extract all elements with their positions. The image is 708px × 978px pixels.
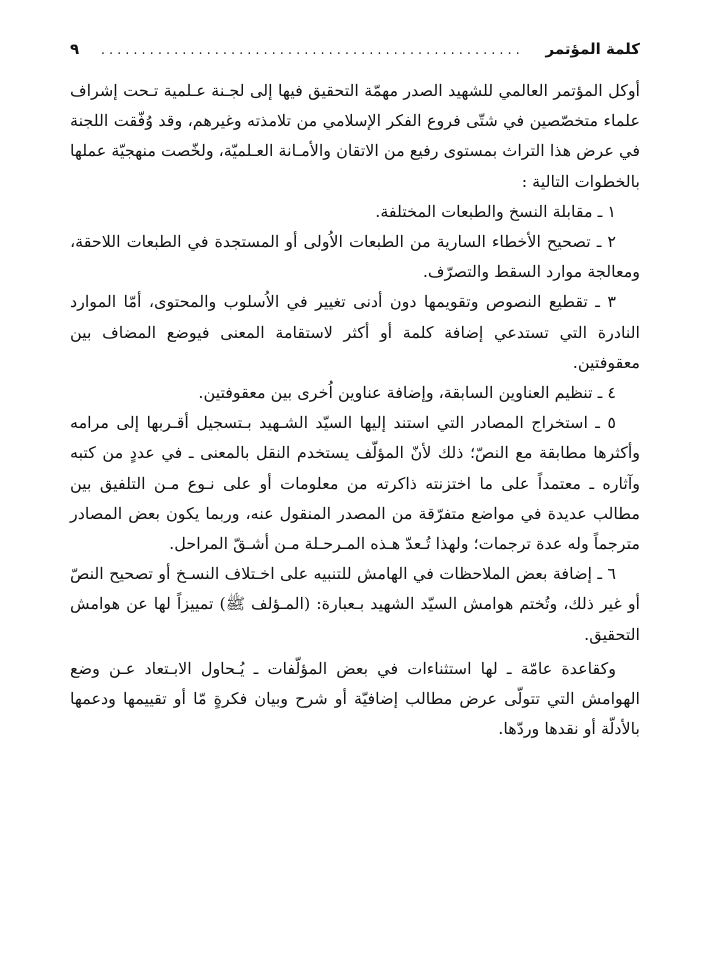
paragraph-step-3: ٣ ـ تقطيع النصوص وتقويمها دون أدنى تغيير في الاُسلوب والمحتوى، أمّا الموارد النادرة التي تستدعي إضافة كلمة أو أكثر لاستقامة المعنى فيوضع المضاف بين معقوفتين. xyxy=(70,292,640,372)
paragraph-step-2: ٢ ـ تصحيح الأخطاء السارية من الطبعات الاُولى أو المستجدة في الطبعات اللاحقة، ومعالجة موارد السقط والتصرّف. xyxy=(70,232,640,282)
paragraph-step-6: ٦ ـ إضافة بعض الملاحظات في الهامش للتنبيه على اخـتلاف النسـخ أو تصحيح النصّ أو غير ذلك، وتُختم هوامش السيّد الشهيد بـعبارة: (المـؤلف ﷺ) تمييزاً لها عن هوامش التحقيق. xyxy=(70,564,641,644)
paragraph-intro: أوكل المؤتمر العالمي للشهيد الصدر مهمّة التحقيق فيها إلى لجـنة عـلمية تـحت إشراف علماء متخصّصين في شتّى فروع الفكر الإسلامي من تلامذته وغيرهم، وقد وُفّقت اللجنة في عرض هذا التراث بمستوى رفيع من الاتقان والأمـانة العـلميّة، ولخّصت منهجيّة عملها بالخطوات التالية : xyxy=(70,81,640,191)
header-leader-dots: .................................................... xyxy=(100,43,524,58)
body-text xyxy=(70,76,640,744)
page-number: ٩ xyxy=(70,40,80,58)
paragraph-general-rule: وكقاعدة عامّة ـ لها استثناءات في بعض المؤلّفات ـ يُـحاول الابـتعاد عـن وضع الهوامش التي تتولّى عرض مطالب إضافيّة أو شرح وبيان فكرةٍ مّا أو تقييمها ودعمها بالأدلّة أو نقدها وردّها. xyxy=(70,658,640,739)
paragraph-step-1: ١ ـ مقابلة النسخ والطبعات المختلفة. xyxy=(375,201,616,221)
paragraph-step-4: ٤ ـ تنظيم العناوين السابقة، وإضافة عناوين اُخرى بين معقوفتين. xyxy=(198,383,616,403)
header-title: كلمة المؤتمر xyxy=(545,40,640,58)
paragraph-step-5: ٥ ـ استخراج المصادر التي استند إليها السيّد الشـهيد بـتسجيل أقـربها إلى مرامه وأكثرها مطابقة مع النصّ؛ ذلك لأنّ المؤلّف يستخدم النقل بالمعنى ـ في عددٍ من كتبه وآثاره ـ معتمداً على ما اختزنته ذاكرته من معلومات أو على نـوع مـن التلفيق بين مطالب عديدة في مواضع متفرّقة من المصدر المنقول عنه، وربما يكون بعض المصادر مترجماً وله عدة ترجمات؛ ولهذا تُـعدّ هـذه المـرحـلة مـن أشـقّ المراحل. xyxy=(70,413,640,554)
running-header xyxy=(70,28,640,58)
